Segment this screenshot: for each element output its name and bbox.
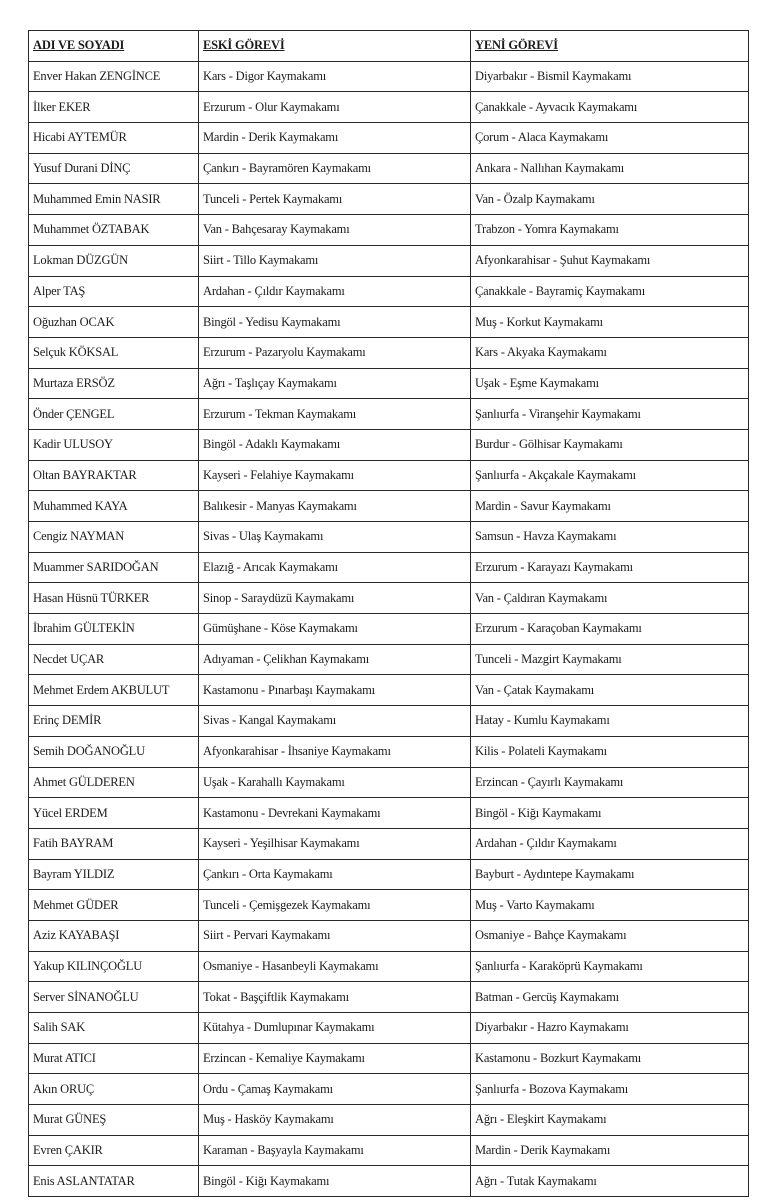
table-row: [29, 1135, 749, 1166]
cell-name: Salih SAK: [29, 1013, 199, 1044]
cell-name: Muammer SARIDOĞAN: [29, 552, 199, 583]
cell-old-position: Afyonkarahisar - İhsaniye Kaymakamı: [199, 736, 471, 767]
cell-name: Server SİNANOĞLU: [29, 982, 199, 1013]
table-row: [29, 123, 749, 154]
table-header-row: [29, 31, 749, 62]
cell-new-position: Erzincan - Çayırlı Kaymakamı: [471, 767, 749, 798]
cell-name: Yücel ERDEM: [29, 798, 199, 829]
header-old-position: ESKİ GÖREVİ: [199, 31, 471, 62]
cell-old-position: Ardahan - Çıldır Kaymakamı: [199, 276, 471, 307]
cell-new-position: Çanakkale - Bayramiç Kaymakamı: [471, 276, 749, 307]
header-new-position: YENİ GÖREVİ: [471, 31, 749, 62]
cell-old-position: Gümüşhane - Köse Kaymakamı: [199, 614, 471, 645]
table-row: [29, 399, 749, 430]
cell-new-position: Hatay - Kumlu Kaymakamı: [471, 706, 749, 737]
cell-old-position: Siirt - Tillo Kaymakamı: [199, 245, 471, 276]
cell-name: İbrahim GÜLTEKİN: [29, 614, 199, 645]
table-row: [29, 522, 749, 553]
cell-new-position: Kilis - Polateli Kaymakamı: [471, 736, 749, 767]
header-name: ADI VE SOYADI: [29, 31, 199, 62]
cell-old-position: Siirt - Pervari Kaymakamı: [199, 920, 471, 951]
cell-old-position: Muş - Hasköy Kaymakamı: [199, 1105, 471, 1136]
table-row: [29, 460, 749, 491]
cell-old-position: Uşak - Karahallı Kaymakamı: [199, 767, 471, 798]
cell-new-position: Diyarbakır - Hazro Kaymakamı: [471, 1013, 749, 1044]
cell-old-position: Bingöl - Kiğı Kaymakamı: [199, 1166, 471, 1197]
table-row: [29, 798, 749, 829]
table-row: [29, 552, 749, 583]
table-row: [29, 307, 749, 338]
table-row: [29, 828, 749, 859]
cell-name: Hicabi AYTEMÜR: [29, 123, 199, 154]
table-row: [29, 1105, 749, 1136]
cell-new-position: Erzurum - Karaçoban Kaymakamı: [471, 614, 749, 645]
cell-old-position: Elazığ - Arıcak Kaymakamı: [199, 552, 471, 583]
cell-name: Aziz KAYABAŞI: [29, 920, 199, 951]
cell-name: İlker EKER: [29, 92, 199, 123]
table-row: [29, 614, 749, 645]
cell-name: Yusuf Durani DİNÇ: [29, 153, 199, 184]
cell-name: Lokman DÜZGÜN: [29, 245, 199, 276]
table-row: [29, 245, 749, 276]
cell-old-position: Balıkesir - Manyas Kaymakamı: [199, 491, 471, 522]
cell-old-position: Bingöl - Adaklı Kaymakamı: [199, 429, 471, 460]
cell-new-position: Erzurum - Karayazı Kaymakamı: [471, 552, 749, 583]
table-row: [29, 1166, 749, 1197]
table-row: [29, 1043, 749, 1074]
table-row: [29, 1074, 749, 1105]
cell-name: Evren ÇAKIR: [29, 1135, 199, 1166]
cell-name: Muhammed KAYA: [29, 491, 199, 522]
cell-name: Selçuk KÖKSAL: [29, 337, 199, 368]
cell-new-position: Uşak - Eşme Kaymakamı: [471, 368, 749, 399]
cell-new-position: Samsun - Havza Kaymakamı: [471, 522, 749, 553]
table-row: [29, 675, 749, 706]
cell-new-position: Ağrı - Tutak Kaymakamı: [471, 1166, 749, 1197]
cell-old-position: Van - Bahçesaray Kaymakamı: [199, 215, 471, 246]
table-row: [29, 583, 749, 614]
table-row: [29, 368, 749, 399]
table-row: [29, 982, 749, 1013]
cell-old-position: Tunceli - Pertek Kaymakamı: [199, 184, 471, 215]
table-row: [29, 644, 749, 675]
cell-new-position: Osmaniye - Bahçe Kaymakamı: [471, 920, 749, 951]
cell-name: Bayram YILDIZ: [29, 859, 199, 890]
cell-new-position: Bayburt - Aydıntepe Kaymakamı: [471, 859, 749, 890]
cell-name: Semih DOĞANOĞLU: [29, 736, 199, 767]
table-row: [29, 276, 749, 307]
cell-new-position: Batman - Gercüş Kaymakamı: [471, 982, 749, 1013]
document-page: [28, 30, 748, 1197]
cell-new-position: Van - Çatak Kaymakamı: [471, 675, 749, 706]
table-row: [29, 61, 749, 92]
cell-old-position: Kayseri - Felahiye Kaymakamı: [199, 460, 471, 491]
cell-old-position: Çankırı - Orta Kaymakamı: [199, 859, 471, 890]
cell-name: Mehmet GÜDER: [29, 890, 199, 921]
cell-old-position: Kütahya - Dumlupınar Kaymakamı: [199, 1013, 471, 1044]
cell-old-position: Kayseri - Yeşilhisar Kaymakamı: [199, 828, 471, 859]
table-row: [29, 429, 749, 460]
cell-new-position: Çanakkale - Ayvacık Kaymakamı: [471, 92, 749, 123]
cell-name: Ahmet GÜLDEREN: [29, 767, 199, 798]
table-row: [29, 337, 749, 368]
cell-name: Yakup KILINÇOĞLU: [29, 951, 199, 982]
cell-new-position: Van - Çaldıran Kaymakamı: [471, 583, 749, 614]
cell-name: Enver Hakan ZENGİNCE: [29, 61, 199, 92]
cell-new-position: Trabzon - Yomra Kaymakamı: [471, 215, 749, 246]
cell-old-position: Kastamonu - Devrekani Kaymakamı: [199, 798, 471, 829]
table-row: [29, 951, 749, 982]
cell-name: Oltan BAYRAKTAR: [29, 460, 199, 491]
cell-new-position: Van - Özalp Kaymakamı: [471, 184, 749, 215]
cell-new-position: Muş - Korkut Kaymakamı: [471, 307, 749, 338]
table-row: [29, 184, 749, 215]
cell-name: Muhammed Emin NASIR: [29, 184, 199, 215]
cell-name: Murat ATICI: [29, 1043, 199, 1074]
cell-old-position: Erzurum - Tekman Kaymakamı: [199, 399, 471, 430]
cell-old-position: Sivas - Ulaş Kaymakamı: [199, 522, 471, 553]
cell-new-position: Bingöl - Kiğı Kaymakamı: [471, 798, 749, 829]
cell-old-position: Erzurum - Olur Kaymakamı: [199, 92, 471, 123]
cell-name: Murtaza ERSÖZ: [29, 368, 199, 399]
cell-new-position: Ardahan - Çıldır Kaymakamı: [471, 828, 749, 859]
cell-new-position: Şanlıurfa - Bozova Kaymakamı: [471, 1074, 749, 1105]
table-row: [29, 920, 749, 951]
table-row: [29, 215, 749, 246]
cell-name: Alper TAŞ: [29, 276, 199, 307]
cell-old-position: Sivas - Kangal Kaymakamı: [199, 706, 471, 737]
table-row: [29, 1013, 749, 1044]
appointment-table: [28, 30, 749, 1197]
cell-old-position: Erzurum - Pazaryolu Kaymakamı: [199, 337, 471, 368]
cell-new-position: Burdur - Gölhisar Kaymakamı: [471, 429, 749, 460]
cell-name: Hasan Hüsnü TÜRKER: [29, 583, 199, 614]
table-row: [29, 859, 749, 890]
cell-old-position: Mardin - Derik Kaymakamı: [199, 123, 471, 154]
table-row: [29, 890, 749, 921]
cell-new-position: Mardin - Savur Kaymakamı: [471, 491, 749, 522]
table-row: [29, 767, 749, 798]
cell-new-position: Kastamonu - Bozkurt Kaymakamı: [471, 1043, 749, 1074]
cell-name: Fatih BAYRAM: [29, 828, 199, 859]
cell-name: Mehmet Erdem AKBULUT: [29, 675, 199, 706]
cell-new-position: Ankara - Nallıhan Kaymakamı: [471, 153, 749, 184]
cell-new-position: Şanlıurfa - Viranşehir Kaymakamı: [471, 399, 749, 430]
cell-old-position: Ordu - Çamaş Kaymakamı: [199, 1074, 471, 1105]
cell-old-position: Karaman - Başyayla Kaymakamı: [199, 1135, 471, 1166]
cell-name: Oğuzhan OCAK: [29, 307, 199, 338]
cell-old-position: Adıyaman - Çelikhan Kaymakamı: [199, 644, 471, 675]
table-row: [29, 153, 749, 184]
table-row: [29, 92, 749, 123]
cell-new-position: Şanlıurfa - Akçakale Kaymakamı: [471, 460, 749, 491]
cell-name: Kadir ULUSOY: [29, 429, 199, 460]
cell-new-position: Afyonkarahisar - Şuhut Kaymakamı: [471, 245, 749, 276]
cell-old-position: Sinop - Saraydüzü Kaymakamı: [199, 583, 471, 614]
cell-new-position: Çorum - Alaca Kaymakamı: [471, 123, 749, 154]
cell-name: Önder ÇENGEL: [29, 399, 199, 430]
cell-name: Murat GÜNEŞ: [29, 1105, 199, 1136]
cell-new-position: Kars - Akyaka Kaymakamı: [471, 337, 749, 368]
cell-new-position: Ağrı - Eleşkirt Kaymakamı: [471, 1105, 749, 1136]
cell-new-position: Diyarbakır - Bismil Kaymakamı: [471, 61, 749, 92]
table-row: [29, 736, 749, 767]
cell-name: Enis ASLANTATAR: [29, 1166, 199, 1197]
cell-new-position: Muş - Varto Kaymakamı: [471, 890, 749, 921]
cell-new-position: Mardin - Derik Kaymakamı: [471, 1135, 749, 1166]
cell-old-position: Kars - Digor Kaymakamı: [199, 61, 471, 92]
cell-name: Muhammet ÖZTABAK: [29, 215, 199, 246]
cell-old-position: Ağrı - Taşlıçay Kaymakamı: [199, 368, 471, 399]
cell-name: Erinç DEMİR: [29, 706, 199, 737]
table-row: [29, 491, 749, 522]
cell-new-position: Tunceli - Mazgirt Kaymakamı: [471, 644, 749, 675]
cell-old-position: Bingöl - Yedisu Kaymakamı: [199, 307, 471, 338]
cell-name: Cengiz NAYMAN: [29, 522, 199, 553]
table-row: [29, 706, 749, 737]
cell-new-position: Şanlıurfa - Karaköprü Kaymakamı: [471, 951, 749, 982]
cell-old-position: Tunceli - Çemişgezek Kaymakamı: [199, 890, 471, 921]
table-body: [29, 61, 749, 1196]
cell-old-position: Erzincan - Kemaliye Kaymakamı: [199, 1043, 471, 1074]
cell-name: Akın ORUÇ: [29, 1074, 199, 1105]
cell-old-position: Çankırı - Bayramören Kaymakamı: [199, 153, 471, 184]
cell-old-position: Tokat - Başçiftlik Kaymakamı: [199, 982, 471, 1013]
cell-name: Necdet UÇAR: [29, 644, 199, 675]
cell-old-position: Osmaniye - Hasanbeyli Kaymakamı: [199, 951, 471, 982]
cell-old-position: Kastamonu - Pınarbaşı Kaymakamı: [199, 675, 471, 706]
